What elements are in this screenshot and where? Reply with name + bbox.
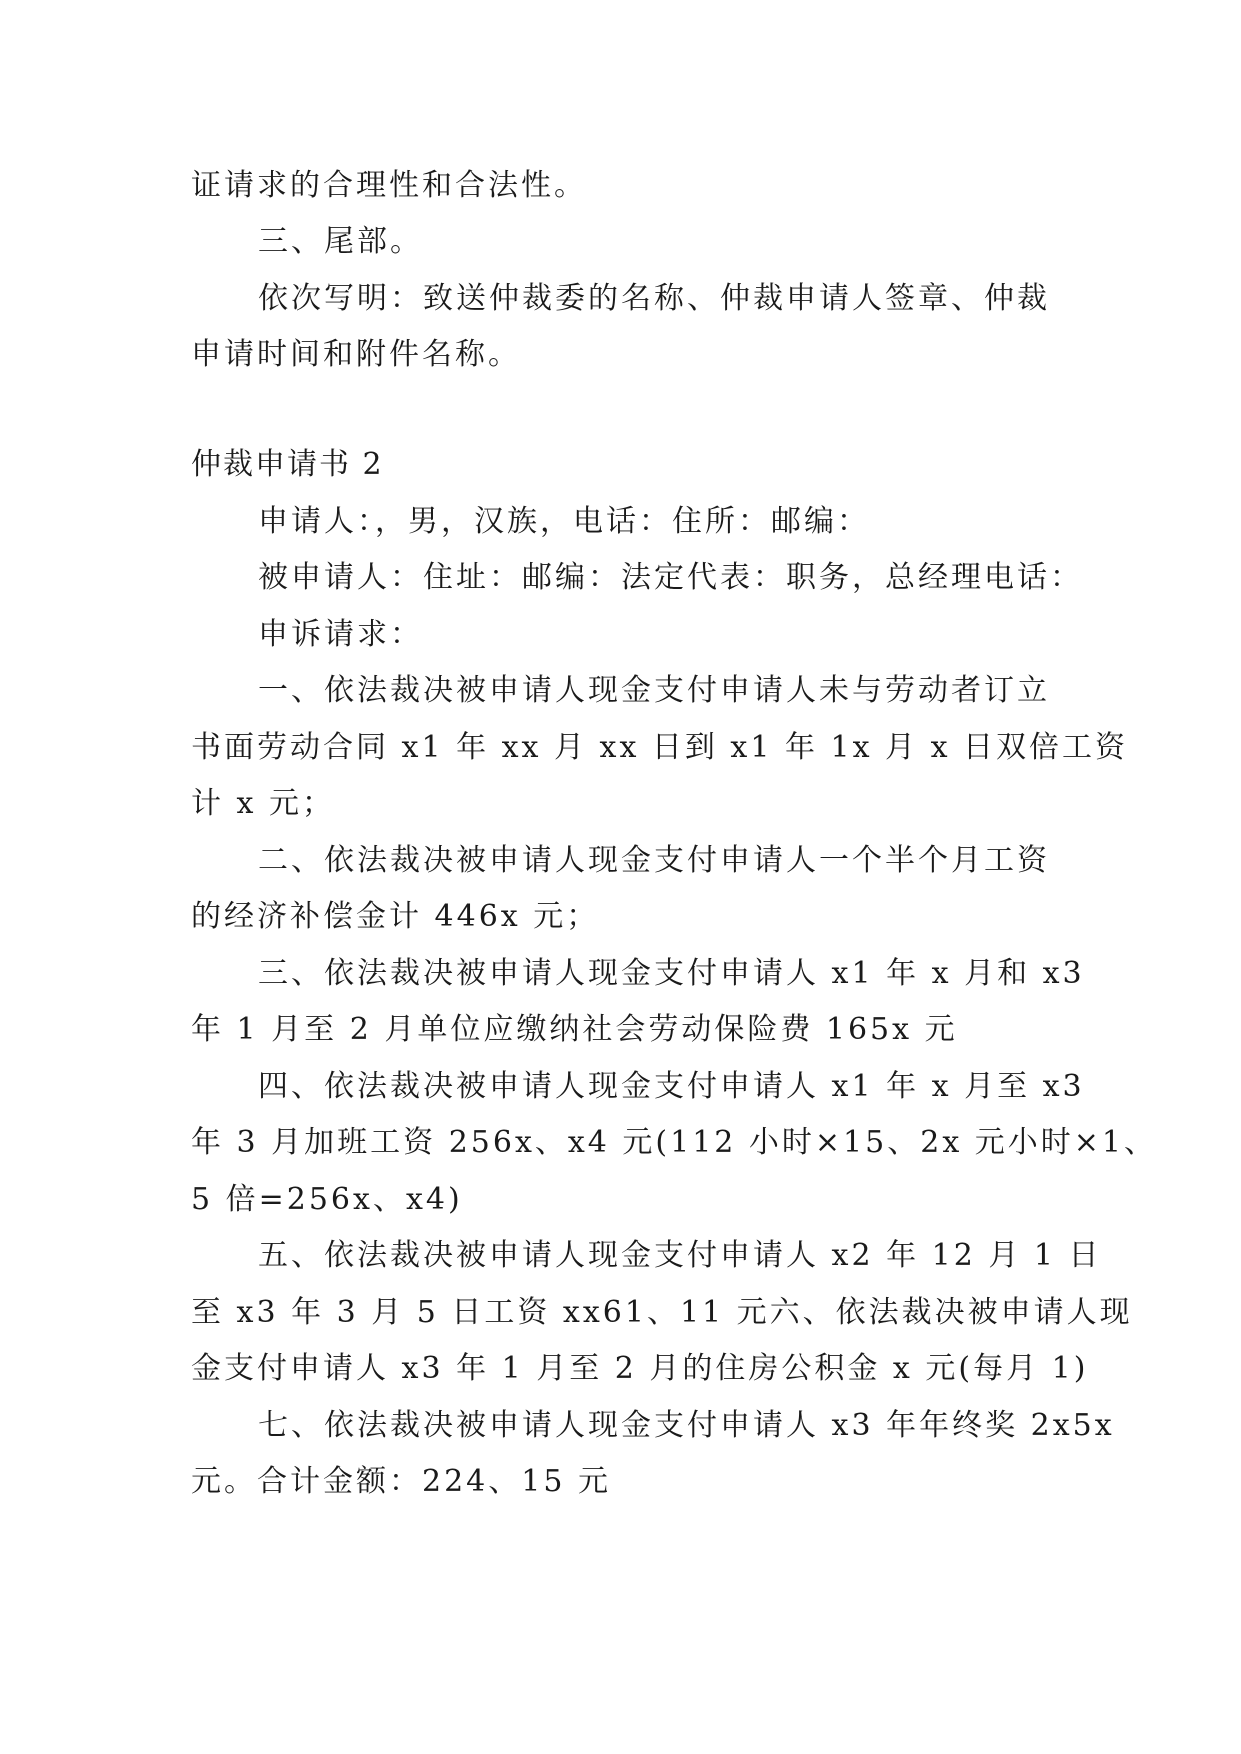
claim-line: 金支付申请人 x3 年 1 月至 2 月的住房公积金 x 元(每月 1) — [191, 1351, 1089, 1386]
claim-line: 五、依法裁决被申请人现金支付申请人 x2 年 12 月 1 日 — [258, 1238, 1102, 1273]
claim-line: 一、依法裁决被申请人现金支付申请人未与劳动者订立 — [258, 673, 1050, 708]
claim-line: 年 1 月至 2 月单位应缴纳社会劳动保险费 165x 元 — [191, 1012, 958, 1047]
claim-line: 三、依法裁决被申请人现金支付申请人 x1 年 x 月和 x3 — [258, 956, 1085, 991]
applicant-line: 申请人：，男，汉族，电话：住所：邮编： — [258, 504, 870, 539]
claim-line: 书面劳动合同 x1 年 xx 月 xx 日到 x1 年 1x 月 x 日双倍工资 — [191, 730, 1129, 765]
claims-heading: 申诉请求： — [258, 617, 423, 652]
claim-line: 至 x3 年 3 月 5 日工资 xx61、11 元六、依法裁决被申请人现 — [191, 1295, 1133, 1330]
document-title: 仲裁申请书 2 — [191, 447, 384, 482]
claim-line: 四、依法裁决被申请人现金支付申请人 x1 年 x 月至 x3 — [258, 1069, 1085, 1104]
section-heading: 三、尾部。 — [258, 224, 423, 259]
claim-line: 5 倍=256x、x4) — [191, 1182, 463, 1217]
paragraph-line: 依次写明：致送仲裁委的名称、仲裁申请人签章、仲裁 — [258, 281, 1050, 316]
text-line: 证请求的合理性和合法性。 — [191, 168, 587, 203]
respondent-line: 被申请人：住址：邮编：法定代表：职务，总经理电话： — [258, 560, 1083, 595]
total-line: 元。合计金额：224、15 元 — [191, 1464, 611, 1499]
paragraph-line: 申请时间和附件名称。 — [191, 337, 521, 372]
claim-line: 计 x 元； — [191, 786, 335, 821]
claim-line: 七、依法裁决被申请人现金支付申请人 x3 年年终奖 2x5x — [258, 1408, 1115, 1443]
claim-line: 的经济补偿金计 446x 元； — [191, 899, 600, 934]
claim-line: 年 3 月加班工资 256x、x4 元(112 小时×15、2x 元小时×1、 — [191, 1125, 1157, 1160]
claim-line: 二、依法裁决被申请人现金支付申请人一个半个月工资 — [258, 843, 1050, 878]
